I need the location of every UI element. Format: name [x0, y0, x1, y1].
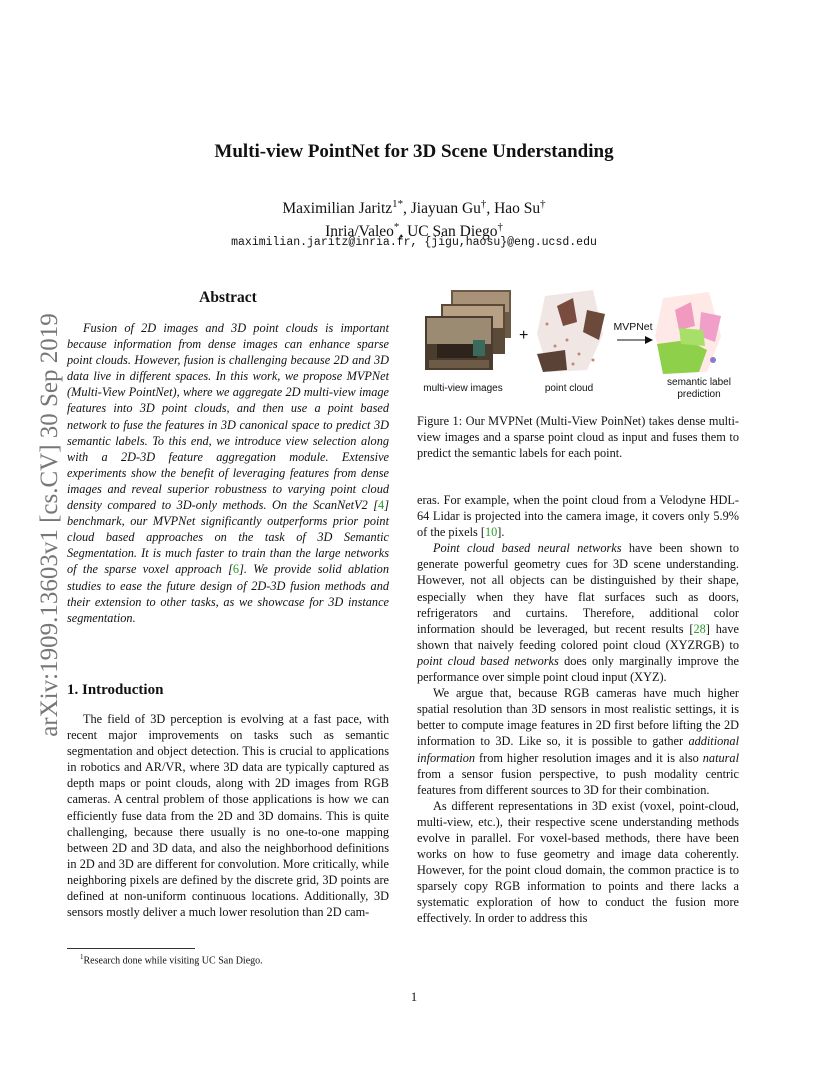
figure-label-cloud: point cloud: [544, 383, 594, 394]
author-names: Maximilian Jaritz$^{1*}$, Jiayuan Gu†, Hao Su†: [282, 198, 546, 218]
citation-link[interactable]: 6: [232, 562, 240, 577]
paragraph: eras. For example, when the point cloud from a Velodyne HDL-64 Lidar is projected into the camera image, it covers only 5.9% of the pixels [10].: [417, 493, 739, 540]
footnote: $^1$Research done while visiting UC San Diego.: [80, 953, 263, 967]
footnote-divider: [67, 948, 195, 949]
author-affiliations: Inria/Valeo*, UC San Diego†: [325, 221, 503, 241]
figure-1: [417, 284, 739, 402]
author-block: [0, 195, 828, 241]
figure-1-caption: Figure 1: Our MVPNet (Multi-View PoinNet) takes dense multi-view images and a sparse point cloud as input and fuses them to predict the semantic labels for each point.: [417, 414, 739, 461]
introduction-text: The field of 3D perception is evolving at a fast pace, with recent major improvements on tasks such as semantic segmentation and object detection. This is crucial to applications in robotics and AR/VR, where 3D data are typically captured as depth maps or point clouds, along with 2D images from RGB cameras. A central problem of those applications is how we can efficiently fuse data from the 2D and 3D domains. This is quite challenging, because there usually is no one-to-one mapping between 2D and 3D data, and also the neighborhood definitions in 2D and 3D are different for convolution. More critically, while neighboring pixels are defined by the discrete grid, 3D points are defined at non-uniform continuous locations. Additionally, 3D sensors mostly deliver a much lower resolution than 2D cam-: [67, 712, 389, 920]
citation-link[interactable]: 10: [484, 525, 498, 540]
paper-title: Multi-view PointNet for 3D Scene Understanding: [214, 141, 614, 162]
mvpnet-arrow: [613, 321, 653, 344]
figure-label-images: multi-view images: [423, 383, 503, 394]
author-emails: maximilian.jaritz@inria.fr, {jigu,haosu}@eng.ucsd.edu: [231, 236, 597, 249]
plus-sign: +: [519, 327, 529, 344]
citation-link[interactable]: 28: [693, 621, 706, 636]
figure-label-prediction: semantic label prediction: [667, 377, 731, 400]
paragraph: We argue that, because RGB cameras have much higher spatial resolution than 3D sensors in most realistic settings, it is better to compute image features in 2D first before lifting the 2D information to 3D. Like so, it is possible to gather additional information from higher resolution images and it is also natural from a sensor fusion perspective, to push modality centric features from different sources to 3D for their combination.: [417, 686, 739, 797]
semantic-prediction: [655, 292, 721, 374]
point-cloud: [537, 290, 605, 372]
abstract-heading: Abstract: [199, 289, 257, 306]
paragraph: Point cloud based neural networks have been shown to generate powerful geometry cues for 3D scene understanding. However, not all objects can be distinguished by their shape, especially when they have flat surfaces such as doors, refrigerators and curtains. Therefore, additional color information should be leveraged, but recent results [28] have shown that naively feeding colored point cloud (XYZRGB) to point cloud based networks does only marginally improve the performance over simple point cloud input (XYZ).: [417, 541, 739, 685]
citation-link[interactable]: 4: [378, 498, 385, 513]
right-column-text: [417, 492, 739, 927]
abstract-text: Fusion of 2D images and 3D point clouds is important because information from dense images can enhance sparse point clouds. However, fusion is challenging because 2D and 3D data live in different spaces. In this work, we propose MVPNet (Multi-View PointNet), where we aggregate 2D multi-view image features into 3D point clouds, and then use a point based network to fuse the features in 3D canonical space to predict 3D semantic labels. To this end, we introduce view selection along with a 2D-3D feature aggregation module. Extensive experiments show the benefit of leveraging features from dense images and reveal superior robustness to varying point cloud density compared to 3D-only methods. On the ScanNetV2 [4] benchmark, our MVPNet significantly outperforms prior point cloud based approaches on the task of 3D Semantic Segmentation. It is much faster to train than the large networks of the sparse voxel approach [6]. We provide solid ablation studies to ease the future design of 2D-3D fusion methods and their extension to other tasks, as we showcase for 3D instance segmentation.: [67, 321, 389, 625]
page-number: 1: [410, 990, 418, 1004]
multi-view-images: [425, 290, 511, 370]
section-heading-introduction: 1. Introduction: [67, 682, 164, 698]
arxiv-stamp: arXiv:1909.13603v1 [cs.CV] 30 Sep 2019: [36, 313, 63, 737]
paragraph: As different representations in 3D exist (voxel, point-cloud, multi-view, etc.), their respective scene understanding methods evolve in parallel. For voxel-based methods, there have been works on how to fuse geometry and image data coherently. However, for the point cloud domain, the common practice is to sparsely copy RGB information to points and there lacks a systematic exploration of how to conduct the fusion more effectively. In order to address this: [417, 798, 739, 926]
svg-text:MVPNet: MVPNet: [613, 321, 653, 333]
